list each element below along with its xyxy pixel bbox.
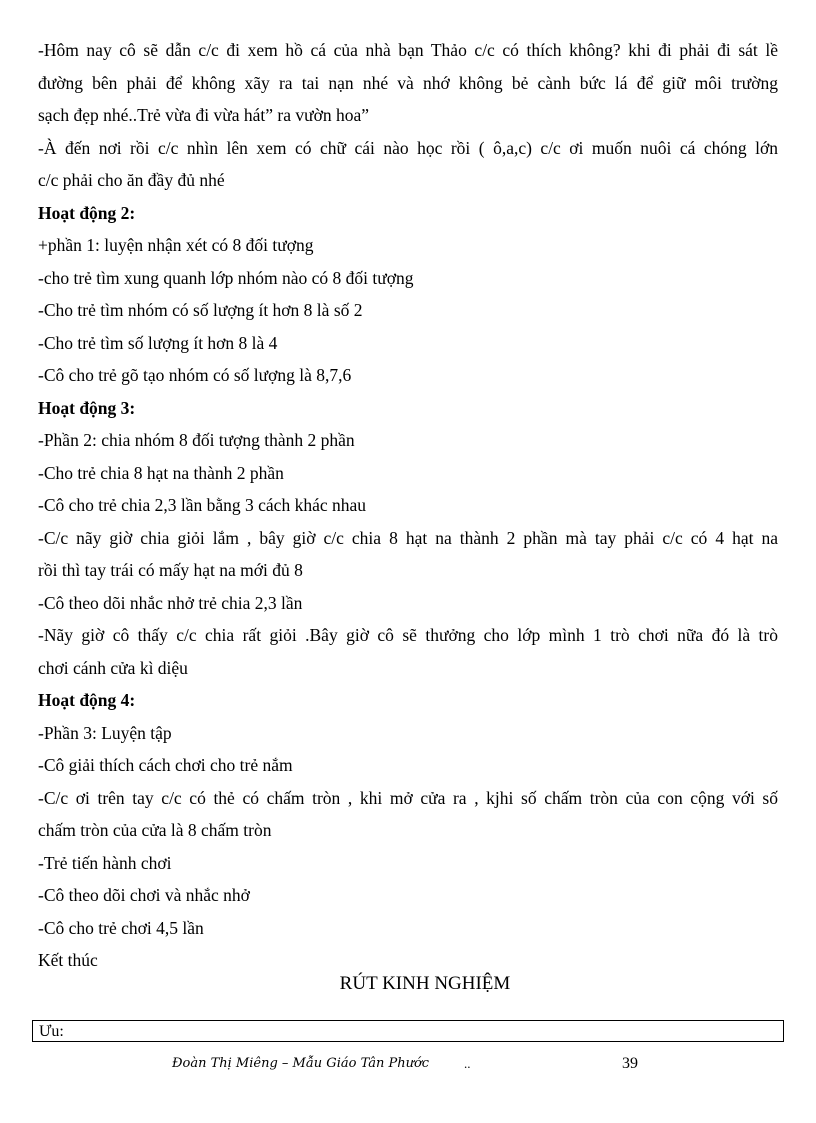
page-number: 39 xyxy=(622,1055,638,1072)
text-line: -C/c nãy giờ chia giỏi lắm , bây giờ c/c chia 8 hạt na thành 2 phần mà tay phải c/c có 4 hạt na xyxy=(38,527,778,548)
text-line: rồi thì tay trái có mấy hạt na mới đủ 8 xyxy=(38,560,303,580)
text-line: -C/c ơi trên tay c/c có thẻ có chấm tròn , khi mở cửa ra , kjhi số chấm tròn của con cộng với số xyxy=(38,787,778,808)
text-line: chơi cánh cửa kì diệu xyxy=(38,657,188,678)
footer-dots: .. xyxy=(464,1056,471,1071)
evaluation-label: Ưu: xyxy=(39,1023,64,1040)
text-line: đường bên phải để không xãy ra tai nạn nhé và nhớ không bẻ cành bức lá để giữ môi trường xyxy=(38,72,778,93)
text-line: -Cho trẻ chia 8 hạt na thành 2 phần xyxy=(38,462,284,483)
page-footer xyxy=(0,1052,816,1076)
text-line: -Cô cho trẻ gõ tạo nhóm có số lượng là 8,7,6 xyxy=(38,365,352,385)
text-line: -Hôm nay cô sẽ dẫn c/c đi xem hồ cá của nhà bạn Thảo c/c có thích không? khi đi phải đi sát lề xyxy=(38,40,778,60)
activity-heading: Hoạt động 4: xyxy=(38,690,136,710)
text-line: -Phần 2: chia nhóm 8 đối tượng thành 2 phần xyxy=(38,430,355,450)
text-line: -Trẻ tiến hành chơi xyxy=(38,852,172,873)
text-line: Kết thúc xyxy=(38,950,98,970)
text-line: +phần 1: luyện nhận xét có 8 đối tượng xyxy=(38,235,314,255)
text-line: chấm tròn của cửa là 8 chấm tròn xyxy=(38,820,272,840)
text-line: -Cô cho trẻ chơi 4,5 lần xyxy=(38,917,204,938)
text-line: -Cô theo dõi nhắc nhở trẻ chia 2,3 lần xyxy=(38,592,303,613)
activity-heading: Hoạt động 3: xyxy=(38,397,136,418)
text-line: -cho trẻ tìm xung quanh lớp nhóm nào có 8 đối tượng xyxy=(38,267,414,288)
text-line: -Cô theo dõi chơi và nhắc nhở xyxy=(38,885,250,905)
text-line: -À đến nơi rồi c/c nhìn lên xem có chữ cái nào học rồi ( ô,a,c) c/c ơi muốn nuôi cá chóng lớn xyxy=(38,137,778,158)
text-line: -Cô giải thích cách chơi cho trẻ nắm xyxy=(38,755,293,775)
text-line: -Cho trẻ tìm số lượng ít hơn 8 là 4 xyxy=(38,332,278,353)
evaluation-box xyxy=(32,1020,784,1042)
activity-heading: Hoạt động 2: xyxy=(38,202,136,223)
text-line: -Nãy giờ cô thấy c/c chia rất giỏi .Bây giờ cô sẽ thưởng cho lớp mình 1 trò chơi nữa đó là trò xyxy=(38,625,778,645)
text-line: -Cô cho trẻ chia 2,3 lần bằng 3 cách khác nhau xyxy=(38,495,366,515)
text-line: sạch đẹp nhé..Trẻ vừa đi vừa hát” ra vườn hoa” xyxy=(38,105,370,125)
text-line: c/c phải cho ăn đầy đủ nhé xyxy=(38,170,225,190)
text-line: -Phần 3: Luyện tập xyxy=(38,722,172,743)
document-body xyxy=(38,34,778,977)
footer-author: Đoàn Thị Miêng – Mẫu Giáo Tân Phước xyxy=(172,1056,430,1071)
section-title: RÚT KINH NGHIỆM xyxy=(339,973,511,994)
text-line: -Cho trẻ tìm nhóm có số lượng ít hơn 8 là số 2 xyxy=(38,300,363,320)
